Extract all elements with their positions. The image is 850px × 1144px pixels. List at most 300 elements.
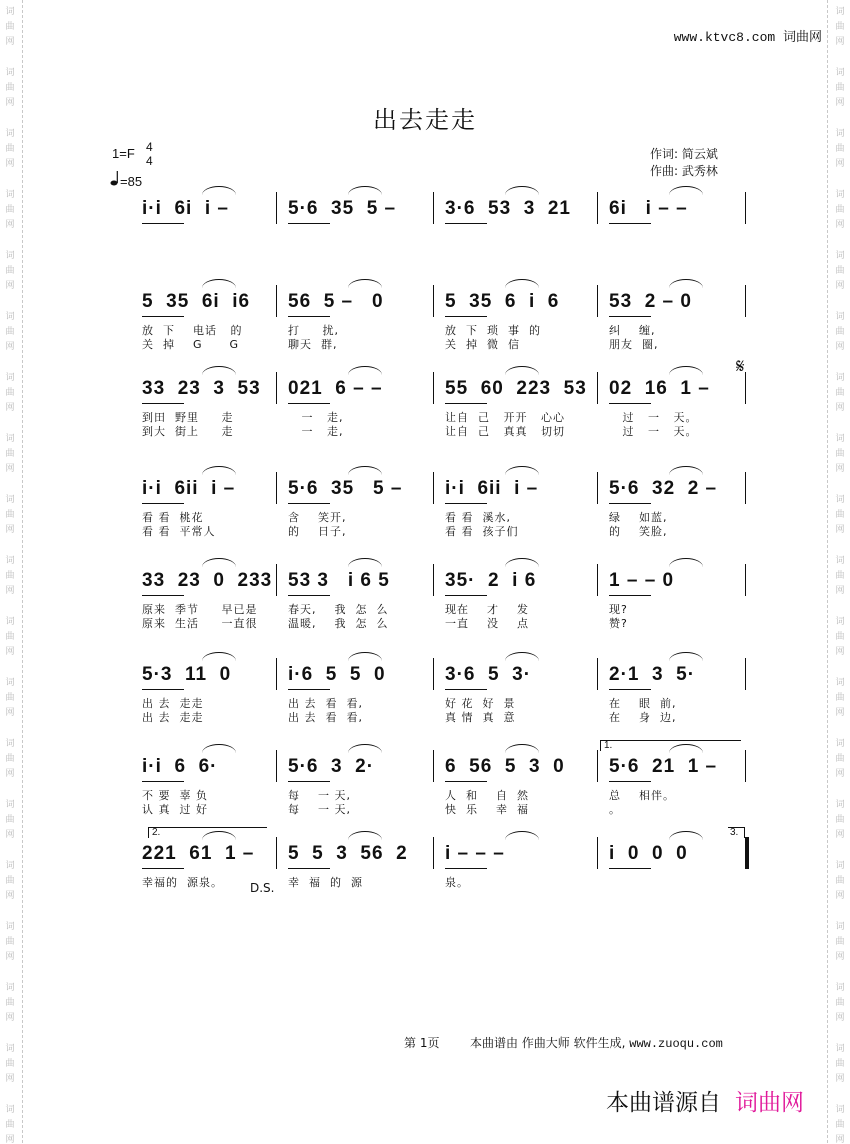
bar-line [597, 192, 598, 224]
watermark-char: 网 [5, 585, 15, 595]
measure-notes: 3·6 5 3· [445, 664, 532, 685]
watermark-char: 网 [5, 219, 15, 229]
bar-line [597, 285, 598, 317]
bar-line [745, 372, 746, 404]
watermark-char: 词 [835, 67, 845, 77]
measure-notes: 35· 2 i 6 [445, 570, 537, 591]
tie-slur [348, 744, 382, 753]
bar-line [433, 472, 434, 504]
bar-line [276, 837, 277, 869]
bar-line [597, 372, 598, 404]
rhythm-underline [445, 781, 487, 782]
rhythm-underline [609, 781, 651, 782]
rhythm-underline [609, 223, 651, 224]
watermark-char: 曲 [835, 936, 845, 946]
watermark-char: 曲 [5, 875, 15, 885]
lyric-line-2: 到大 街上 走 [142, 425, 234, 438]
measure-notes: 02 16 1 – [609, 378, 710, 399]
watermark-char: 曲 [5, 143, 15, 153]
rhythm-underline [142, 316, 184, 317]
lyric-line-1: 出 去 看 看, [288, 697, 363, 710]
watermark-char: 词 [835, 494, 845, 504]
bar-line [745, 564, 746, 596]
watermark-char: 曲 [835, 1058, 845, 1068]
tie-slur [505, 466, 539, 475]
watermark-char: 词 [835, 433, 845, 443]
lyric-line-2: 关 掉 G G [142, 338, 240, 351]
watermark-char: 网 [5, 402, 15, 412]
watermark-char: 网 [835, 1073, 845, 1083]
watermark-char: 曲 [5, 21, 15, 31]
volta-label: 1. [604, 740, 613, 751]
watermark-char: 曲 [5, 326, 15, 336]
lyric-line-2: 关 掉 微 信 [445, 338, 520, 351]
bar-line [433, 564, 434, 596]
rhythm-underline [288, 689, 330, 690]
watermark-char: 网 [835, 1134, 845, 1144]
watermark-char: 曲 [835, 814, 845, 824]
lyric-line-1: 纠 缠, [609, 324, 656, 337]
lyric-line-1: 每 一 天, [288, 789, 351, 802]
bar-line [433, 837, 434, 869]
watermark-char: 曲 [835, 448, 845, 458]
right-watermark-strip [827, 0, 850, 1143]
rhythm-underline [288, 223, 330, 224]
lyric-line-2: 温暖, 我 怎 么 [288, 617, 389, 630]
rhythm-underline [288, 868, 330, 869]
measure-notes: 56 5 – 0 [288, 291, 384, 312]
source-note [606, 1084, 804, 1117]
lyric-line-1: 好 花 好 景 [445, 697, 516, 710]
watermark-char: 词 [5, 1104, 15, 1114]
bar-line [745, 285, 746, 317]
lyric-line-2: 看 看 孩子们 [445, 525, 519, 538]
lyric-line-1: 不 要 辜 负 [142, 789, 208, 802]
time-signature [146, 140, 153, 168]
tie-slur [669, 279, 703, 288]
watermark-char: 曲 [5, 1058, 15, 1068]
time-bottom: 4 [146, 154, 153, 168]
watermark-char: 网 [835, 463, 845, 473]
watermark-char: 网 [835, 707, 845, 717]
tie-slur [348, 558, 382, 567]
watermark-char: 词 [835, 6, 845, 16]
tempo-value: =85 [120, 174, 143, 189]
measure-notes: i·i 6ii i – [445, 478, 539, 499]
rhythm-underline [142, 781, 184, 782]
rhythm-underline [142, 223, 184, 224]
bar-line [276, 472, 277, 504]
watermark-char: 词 [835, 311, 845, 321]
lyric-line-1: 在 眼 前, [609, 697, 677, 710]
lyric-line-1: 现? [609, 603, 628, 616]
watermark-char: 词 [5, 616, 15, 626]
measure-notes: 33 23 3 53 [142, 378, 261, 399]
watermark-char: 曲 [835, 1119, 845, 1129]
tie-slur [505, 558, 539, 567]
watermark-char: 词 [835, 738, 845, 748]
bar-line [597, 837, 598, 869]
lyric-line-1: 绿 如蓝, [609, 511, 668, 524]
measure-notes: 53 2 – 0 [609, 291, 692, 312]
watermark-char: 网 [835, 951, 845, 961]
dal-segno-mark: D.S. [250, 881, 275, 895]
tie-slur [505, 279, 539, 288]
bar-line [276, 192, 277, 224]
watermark-char: 网 [5, 1073, 15, 1083]
watermark-char: 网 [835, 341, 845, 351]
measure-notes: 5 5 3 56 2 [288, 843, 408, 864]
watermark-char: 词 [5, 738, 15, 748]
measure-notes: 5·6 32 2 – [609, 478, 718, 499]
watermark-char: 网 [5, 97, 15, 107]
page-number: 第 1页 [404, 1036, 440, 1050]
rhythm-underline [288, 403, 330, 404]
watermark-char: 词 [835, 921, 845, 931]
lyric-line-1: 过 一 天。 [609, 411, 698, 424]
rhythm-underline [609, 595, 651, 596]
lyric-line-2: 在 身 边, [609, 711, 677, 724]
rhythm-underline [288, 316, 330, 317]
generator-note: 本曲谱由 作曲大师 软件生成, [469, 1036, 626, 1050]
tie-slur [669, 186, 703, 195]
tie-slur [202, 366, 236, 375]
watermark-char: 词 [5, 555, 15, 565]
lyric-line-2: 过 一 天。 [609, 425, 698, 438]
measure-notes: 221 61 1 – [142, 843, 255, 864]
measure-notes: 2·1 3 5· [609, 664, 696, 685]
watermark-char: 词 [835, 250, 845, 260]
watermark-char: 词 [835, 677, 845, 687]
watermark-char: 曲 [835, 692, 845, 702]
song-title: 出去走走 [373, 106, 477, 134]
tie-slur [348, 279, 382, 288]
watermark-char: 网 [5, 463, 15, 473]
watermark-char: 词 [5, 433, 15, 443]
watermark-char: 词 [835, 372, 845, 382]
lyric-line-1: 出 去 走走 [142, 697, 204, 710]
watermark-char: 网 [835, 646, 845, 656]
watermark-char: 网 [835, 402, 845, 412]
watermark-char: 词 [5, 921, 15, 931]
lyric-line-1: 泉。 [445, 876, 469, 889]
watermark-char: 曲 [5, 936, 15, 946]
lyric-line-2: 每 一 天, [288, 803, 351, 816]
watermark-char: 网 [835, 768, 845, 778]
watermark-char: 曲 [5, 82, 15, 92]
measure-notes: i 0 0 0 [609, 843, 688, 864]
lyric-line-1: 一 走, [288, 411, 344, 424]
key-signature: 1=F [112, 146, 135, 161]
measure-notes: 5·6 3 2· [288, 756, 375, 777]
lyric-line-2: 一直 没 点 [445, 617, 529, 630]
rhythm-underline [445, 223, 487, 224]
lyric-line-1: 看 看 溪水, [445, 511, 511, 524]
rhythm-underline [142, 503, 184, 504]
segno-icon: 𝄋 [736, 356, 745, 378]
tie-slur [669, 558, 703, 567]
watermark-char: 网 [835, 97, 845, 107]
watermark-char: 网 [5, 646, 15, 656]
watermark-char: 网 [5, 36, 15, 46]
volta-bracket [600, 740, 741, 751]
rhythm-underline [142, 403, 184, 404]
watermark-char: 词 [5, 6, 15, 16]
watermark-char: 词 [835, 1104, 845, 1114]
lyric-line-2: 真 情 真 意 [445, 711, 516, 724]
time-top: 4 [146, 140, 153, 154]
bar-line [433, 192, 434, 224]
watermark-char: 曲 [835, 875, 845, 885]
measure-notes: 5·6 35 5 – [288, 198, 397, 219]
tie-slur [348, 652, 382, 661]
measure-notes: i·i 6i i – [142, 198, 229, 219]
watermark-char: 词 [5, 189, 15, 199]
watermark-char: 网 [5, 280, 15, 290]
watermark-char: 网 [5, 768, 15, 778]
watermark-char: 网 [5, 890, 15, 900]
watermark-char: 词 [5, 372, 15, 382]
measure-notes: 5 35 6i i6 [142, 291, 251, 312]
measure-notes: i·i 6ii i – [142, 478, 236, 499]
watermark-char: 词 [835, 555, 845, 565]
watermark-char: 词 [5, 677, 15, 687]
tie-slur [669, 652, 703, 661]
lyric-line-2: 朋友 圈, [609, 338, 659, 351]
rhythm-underline [445, 689, 487, 690]
bar-line [276, 285, 277, 317]
bar-line [745, 750, 746, 782]
watermark-char: 词 [835, 189, 845, 199]
measure-notes: 5·6 35 5 – [288, 478, 403, 499]
watermark-char: 词 [835, 799, 845, 809]
bar-line [745, 658, 746, 690]
measure-notes: 5·6 21 1 – [609, 756, 718, 777]
watermark-char: 曲 [5, 753, 15, 763]
watermark-char: 曲 [5, 814, 15, 824]
bar-line [433, 658, 434, 690]
tempo-marking [110, 170, 142, 189]
rhythm-underline [445, 503, 487, 504]
rhythm-underline [142, 595, 184, 596]
lyric-line-2: 的 笑脸, [609, 525, 668, 538]
measure-notes: 3·6 53 3 21 [445, 198, 571, 219]
watermark-char: 曲 [835, 753, 845, 763]
watermark-char: 网 [5, 341, 15, 351]
watermark-char: 网 [5, 829, 15, 839]
measure-notes: 6i i – – [609, 198, 688, 219]
watermark-char: 曲 [5, 448, 15, 458]
watermark-char: 词 [835, 982, 845, 992]
rhythm-underline [609, 689, 651, 690]
bar-line [433, 285, 434, 317]
tie-slur [669, 466, 703, 475]
lyric-line-1: 含 笑开, [288, 511, 347, 524]
site-name[interactable]: 词曲网 [782, 30, 822, 45]
bar-line [597, 564, 598, 596]
watermark-char: 网 [5, 951, 15, 961]
rhythm-underline [609, 316, 651, 317]
watermark-char: 曲 [5, 265, 15, 275]
lyric-line-2: 看 看 平常人 [142, 525, 216, 538]
lyric-line-1: 到田 野里 走 [142, 411, 234, 424]
watermark-char: 网 [835, 1012, 845, 1022]
page-footer [404, 1034, 723, 1051]
footer-url[interactable]: www.zuoqu.com [629, 1037, 723, 1051]
lyric-line-1: 总 相伴。 [609, 789, 675, 802]
watermark-char: 曲 [835, 631, 845, 641]
watermark-char: 网 [835, 585, 845, 595]
rhythm-underline [288, 595, 330, 596]
tie-slur [669, 831, 703, 840]
tie-slur [202, 279, 236, 288]
measure-notes: 6 56 5 3 0 [445, 756, 565, 777]
rhythm-underline [609, 868, 651, 869]
watermark-char: 网 [5, 707, 15, 717]
measure-notes: i – – – [445, 843, 505, 864]
watermark-char: 曲 [835, 21, 845, 31]
bar-line [276, 658, 277, 690]
volta-bracket [148, 827, 267, 838]
lyricist: 作词: 简云斌 [650, 147, 718, 161]
watermark-char: 网 [5, 524, 15, 534]
bar-line [433, 372, 434, 404]
watermark-char: 网 [835, 158, 845, 168]
watermark-char: 曲 [5, 1119, 15, 1129]
watermark-char: 网 [835, 829, 845, 839]
rhythm-underline [445, 595, 487, 596]
bar-line [276, 372, 277, 404]
volta-label: 2. [152, 827, 161, 838]
composer: 作曲: 武秀林 [650, 164, 718, 178]
credits [650, 146, 718, 180]
lyric-line-1: 幸福的 源泉。 [142, 876, 223, 889]
rhythm-underline [142, 689, 184, 690]
lyric-line-2: 赞? [609, 617, 628, 630]
site-header[interactable] [674, 26, 822, 45]
rhythm-underline [288, 503, 330, 504]
tie-slur [505, 366, 539, 375]
lyric-line-1: 看 看 桃花 [142, 511, 204, 524]
measure-notes: 021 6 – – [288, 378, 383, 399]
rhythm-underline [142, 868, 184, 869]
measure-notes: 5 35 6 i 6 [445, 291, 560, 312]
bar-line [597, 658, 598, 690]
lyric-line-2: 让自 己 真真 切切 [445, 425, 565, 438]
measure-notes: 55 60 223 53 [445, 378, 587, 399]
tie-slur [348, 366, 382, 375]
lyric-line-2: 出 去 看 看, [288, 711, 363, 724]
source-brand[interactable]: 词曲网 [735, 1090, 804, 1116]
tie-slur [348, 186, 382, 195]
tie-slur [202, 744, 236, 753]
tie-slur [202, 186, 236, 195]
watermark-char: 曲 [835, 326, 845, 336]
tie-slur [505, 652, 539, 661]
lyric-line-2: 原来 生活 一直很 [142, 617, 258, 630]
rhythm-underline [445, 868, 487, 869]
lyric-line-1: 放 下 电话 的 [142, 324, 243, 337]
watermark-char: 曲 [5, 692, 15, 702]
watermark-char: 词 [835, 1043, 845, 1053]
bar-line [276, 750, 277, 782]
tie-slur [348, 466, 382, 475]
lyric-line-1: 现在 才 发 [445, 603, 529, 616]
watermark-char: 网 [835, 890, 845, 900]
lyric-line-2: 的 日子, [288, 525, 347, 538]
watermark-char: 词 [5, 860, 15, 870]
lyric-line-2: 快 乐 幸 福 [445, 803, 529, 816]
watermark-char: 词 [5, 1043, 15, 1053]
volta-bracket-3 [728, 827, 745, 838]
watermark-char: 曲 [835, 570, 845, 580]
watermark-char: 词 [5, 494, 15, 504]
bar-line [745, 192, 746, 224]
watermark-char: 曲 [5, 570, 15, 580]
tie-slur [505, 831, 539, 840]
lyric-line-1: 打 扰, [288, 324, 339, 337]
watermark-char: 曲 [5, 387, 15, 397]
watermark-char: 曲 [835, 143, 845, 153]
lyric-line-1: 让自 己 开开 心心 [445, 411, 565, 424]
lyric-line-2: 认 真 过 好 [142, 803, 208, 816]
measure-notes: 53 3 i 6 5 [288, 570, 390, 591]
tie-slur [202, 652, 236, 661]
bar-line [597, 750, 598, 782]
watermark-char: 网 [5, 1134, 15, 1144]
lyric-line-1: 幸 福 的 源 [288, 876, 363, 889]
volta-label-3: 3. [730, 827, 739, 838]
watermark-char: 词 [5, 128, 15, 138]
watermark-char: 曲 [5, 509, 15, 519]
lyric-line-2: 。 [609, 803, 621, 816]
watermark-char: 网 [835, 524, 845, 534]
tie-slur [505, 186, 539, 195]
watermark-char: 曲 [835, 82, 845, 92]
rhythm-underline [609, 403, 651, 404]
tie-slur [348, 831, 382, 840]
rhythm-underline [445, 316, 487, 317]
final-bar-line [746, 837, 749, 869]
lyric-line-2: 聊天 群, [288, 338, 338, 351]
measure-notes: 5·3 11 0 [142, 664, 232, 685]
rhythm-underline [445, 403, 487, 404]
watermark-char: 网 [835, 280, 845, 290]
tie-slur [669, 366, 703, 375]
tie-slur [202, 558, 236, 567]
measure-notes: 1 – – 0 [609, 570, 675, 591]
watermark-char: 网 [835, 219, 845, 229]
bar-line [276, 564, 277, 596]
lyric-line-2: 出 去 走走 [142, 711, 204, 724]
quarter-note-icon [110, 170, 120, 186]
lyric-line-1: 春天, 我 怎 么 [288, 603, 389, 616]
lyric-line-1: 放 下 琐 事 的 [445, 324, 541, 337]
watermark-char: 词 [5, 982, 15, 992]
measure-notes: 33 23 0 233 [142, 570, 273, 591]
lyric-line-1: 原来 季节 早已是 [142, 603, 258, 616]
watermark-char: 网 [835, 36, 845, 46]
watermark-char: 词 [5, 311, 15, 321]
site-url[interactable]: www.ktvc8.com [673, 30, 776, 45]
bar-line [597, 472, 598, 504]
watermark-char: 词 [5, 67, 15, 77]
rhythm-underline [288, 781, 330, 782]
left-watermark-strip [0, 0, 23, 1143]
watermark-char: 曲 [835, 387, 845, 397]
watermark-char: 词 [5, 799, 15, 809]
bar-line [745, 472, 746, 504]
